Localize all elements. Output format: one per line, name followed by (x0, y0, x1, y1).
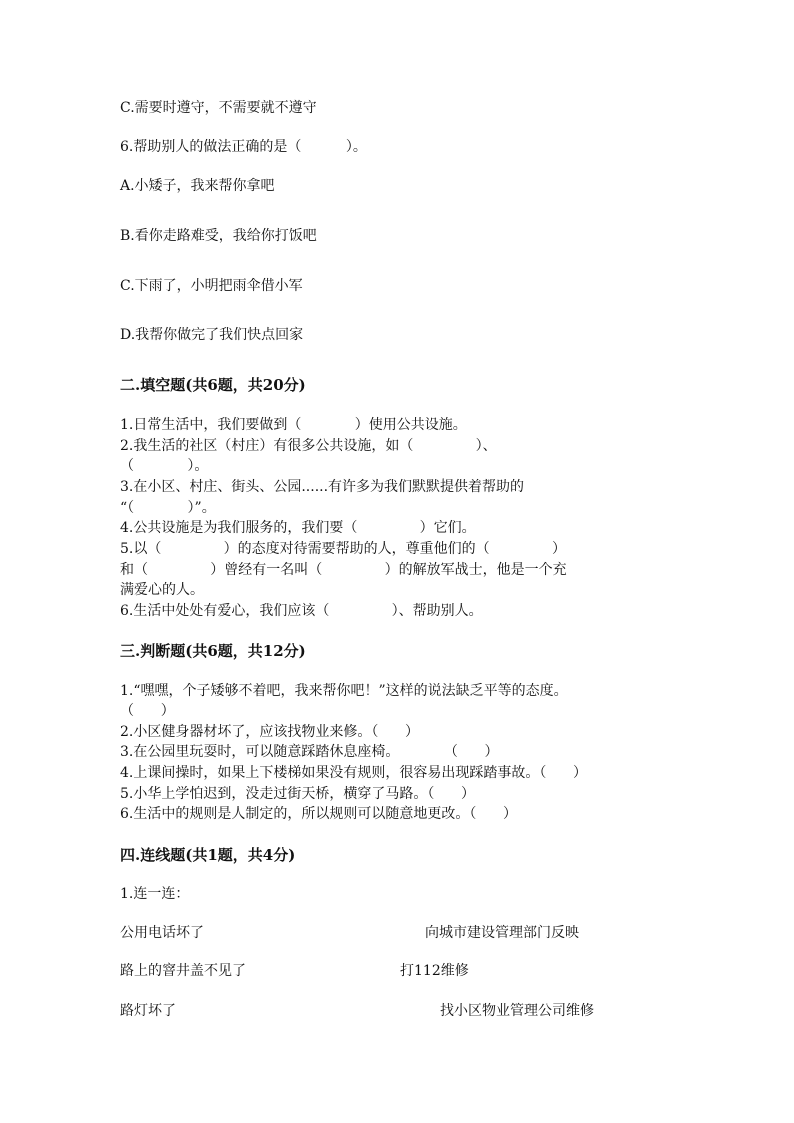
q6-option-b: B.看你走路难受，我给你打饭吧 (120, 228, 317, 244)
fill-line-9: 满爱心的人。 (120, 582, 204, 598)
q6-option-d: D.我帮你做完了我们快点回家 (120, 327, 304, 343)
judge-line-1: 1.“嘿嘿，个子矮够不着吧，我来帮你吧！”这样的说法缺乏平等的态度。 (120, 683, 568, 699)
fill-line-3: （ ）。 (120, 458, 209, 474)
match-right-3: 找小区物业管理公司维修 (440, 1003, 594, 1019)
q6-option-c: C.下雨了，小明把雨伞借小军 (120, 278, 303, 294)
fill-line-8: 和（ ）曾经有一名叫（ ）的解放军战士，他是一个充 (120, 562, 567, 578)
q5-option-c: C.需要时遵守，不需要就不遵守 (120, 100, 317, 116)
match-question: 1.连一连： (120, 886, 190, 902)
section3-heading: 三.判断题(共6题，共12分) (120, 642, 306, 660)
match-right-2: 打112维修 (400, 963, 469, 979)
fill-line-7: 5.以（ ）的态度对待需要帮助的人，尊重他们的（ ） (120, 541, 566, 557)
judge-line-2: （ ） (120, 703, 175, 719)
fill-line-4: 3.在小区、村庄、街头、公园......有许多为我们默默提供着帮助的 (120, 479, 525, 495)
judge-line-7: 6.生活中的规则是人制定的，所以规则可以随意地更改。（ ） (120, 806, 518, 822)
judge-line-4: 3.在公园里玩耍时，可以随意踩踏休息座椅。 （ ） (120, 744, 499, 760)
match-left-2: 路上的窨井盖不见了 (120, 963, 246, 979)
judge-line-6: 5.小华上学怕迟到，没走过街天桥，横穿了马路。（ ） (120, 786, 476, 802)
match-left-1: 公用电话坏了 (120, 925, 204, 941)
q6-option-a: A.小矮子，我来帮你拿吧 (120, 178, 275, 194)
fill-line-1: 1.日常生活中，我们要做到（ ）使用公共设施。 (120, 417, 467, 433)
fill-line-5: “（ ）”。 (120, 500, 216, 516)
section2-heading: 二.填空题(共6题，共20分) (120, 376, 306, 394)
match-left-3: 路灯坏了 (120, 1003, 176, 1019)
fill-line-10: 6.生活中处处有爱心，我们应该（ ）、帮助别人。 (120, 603, 483, 619)
q6-stem: 6.帮助别人的做法正确的是（ ）。 (120, 139, 367, 155)
match-right-1: 向城市建设管理部门反映 (425, 925, 579, 941)
fill-line-2: 2.我生活的社区（村庄）有很多公共设施，如（ ）、 (120, 438, 497, 454)
section4-heading: 四.连线题(共1题，共4分) (120, 846, 296, 864)
judge-line-5: 4.上课间操时，如果上下楼梯如果没有规则，很容易出现踩踏事故。（ ） (120, 765, 588, 781)
judge-line-3: 2.小区健身器材坏了，应该找物业来修。（ ） (120, 724, 420, 740)
fill-line-6: 4.公共设施是为我们服务的，我们要（ ）它们。 (120, 520, 476, 536)
